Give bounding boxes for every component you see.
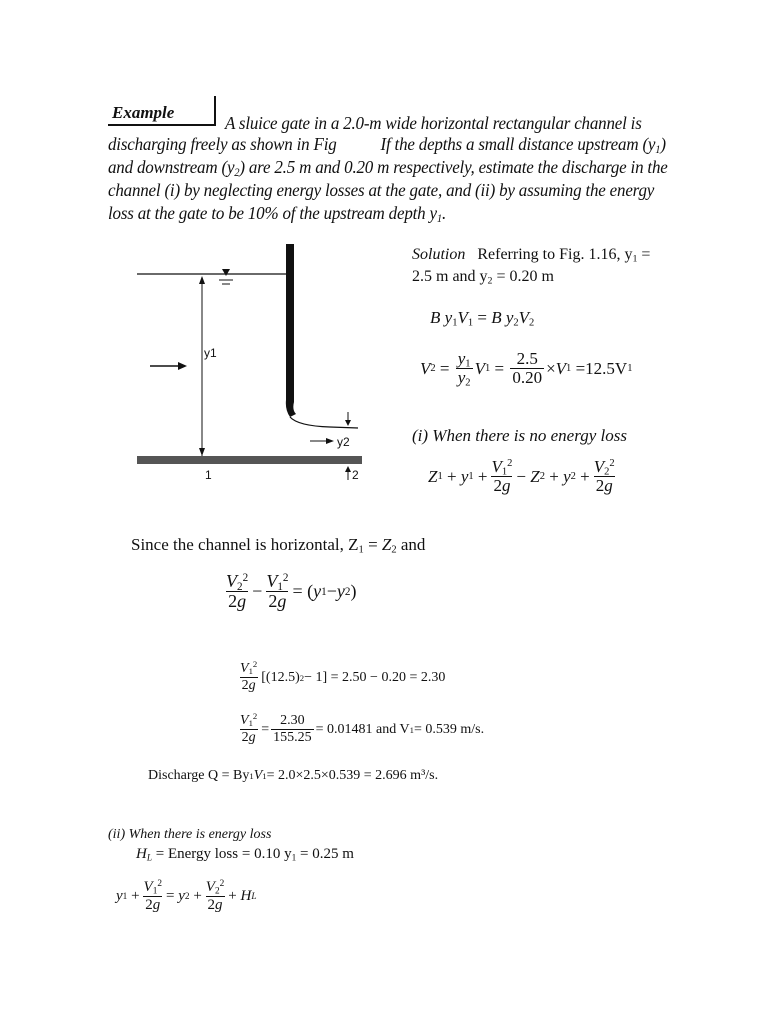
step-equation-2: $\frac{V_1^2}{2g}$ = $\frac{2.30}{155.25}$ = 0.01481 and V 1 = 0.539 m/s. <box>240 711 485 745</box>
velocity-head-difference: $\frac{V_2^2}{2g}$ − $\frac{V_1^2}{2g}$ = ( y 1 − y 2 ) <box>226 571 357 611</box>
solution-line-2: 2.5 m and $y_2 = 0.20$ m <box>412 268 554 287</box>
continuity-equation: B $y_1V_1 = B$ $y_2V_2$ <box>430 308 535 329</box>
y2-label: y2 <box>337 435 350 449</box>
section-2-label: 2 <box>352 468 359 482</box>
case-1-heading: (i) When there is no energy loss <box>412 426 627 445</box>
solution-line-1: Solution Referring to Fig. 1.16, $y_1$ = <box>412 246 651 265</box>
problem-line-4: channel (i) by neglecting energy losses at the gate, and (ii) by assuming the energy <box>108 180 655 201</box>
problem-line-3: and downstream $(y_2)$ are 2.5 m and 0.20 m respectively, estimate the discharge in the <box>108 157 668 180</box>
section-1-label: 1 <box>205 468 212 482</box>
problem-line-5: loss at the gate to be 10% of the upstream depth $y_1$. <box>108 203 446 226</box>
y1-label: y1 <box>204 346 217 360</box>
sluice-gate <box>286 244 296 417</box>
channel-bed <box>137 456 362 464</box>
energy-loss-equation: y 1 + $\frac{V_1^2}{2g}$ = y 2 + $\frac{V_2^2}{2g}$ + H L <box>116 878 257 913</box>
example-underline <box>108 124 214 126</box>
horizontal-channel-text: Since the channel is horizontal, $Z_1 = Z_2$ and <box>131 535 426 556</box>
water-level-marker-icon <box>222 269 230 276</box>
problem-line-1: A sluice gate in a 2.0-m wide horizontal rectangular channel is <box>225 113 642 134</box>
velocity-ratio-equation: V 2 = $\frac{y_1}{y_2}$ V 1 = $\frac{2.5}{0.20}$ × V 1 =12.5V 1 <box>420 349 633 389</box>
example-divider <box>214 96 216 126</box>
case-2-heading: (ii) When there is energy loss <box>108 827 272 842</box>
problem-line-2: discharging freely as shown in Fig If the depths a small distance upstream $(y_1)$ <box>108 134 666 157</box>
energy-equation: Z 1 + y 1 + $\frac{V_1^2}{2g}$ − Z 2 + y 2 + $\frac{V_2^2}{2g}$ <box>428 457 615 495</box>
head-loss-line: $H_L$ = Energy loss = 0.10 $y_1 = 0.25$ m <box>136 846 354 864</box>
example-heading: Example <box>112 103 175 122</box>
sluice-gate-figure <box>130 240 380 490</box>
discharge-result: Discharge Q = By 1 V 1 = 2.0×2.5×0.539 = 2.696 m³/s. <box>148 768 439 783</box>
step-equation-1: $\frac{V_1^2}{2g}$ [(12.5) 2 − 1] = 2.50 − 0.20 = 2.30 <box>240 659 446 693</box>
